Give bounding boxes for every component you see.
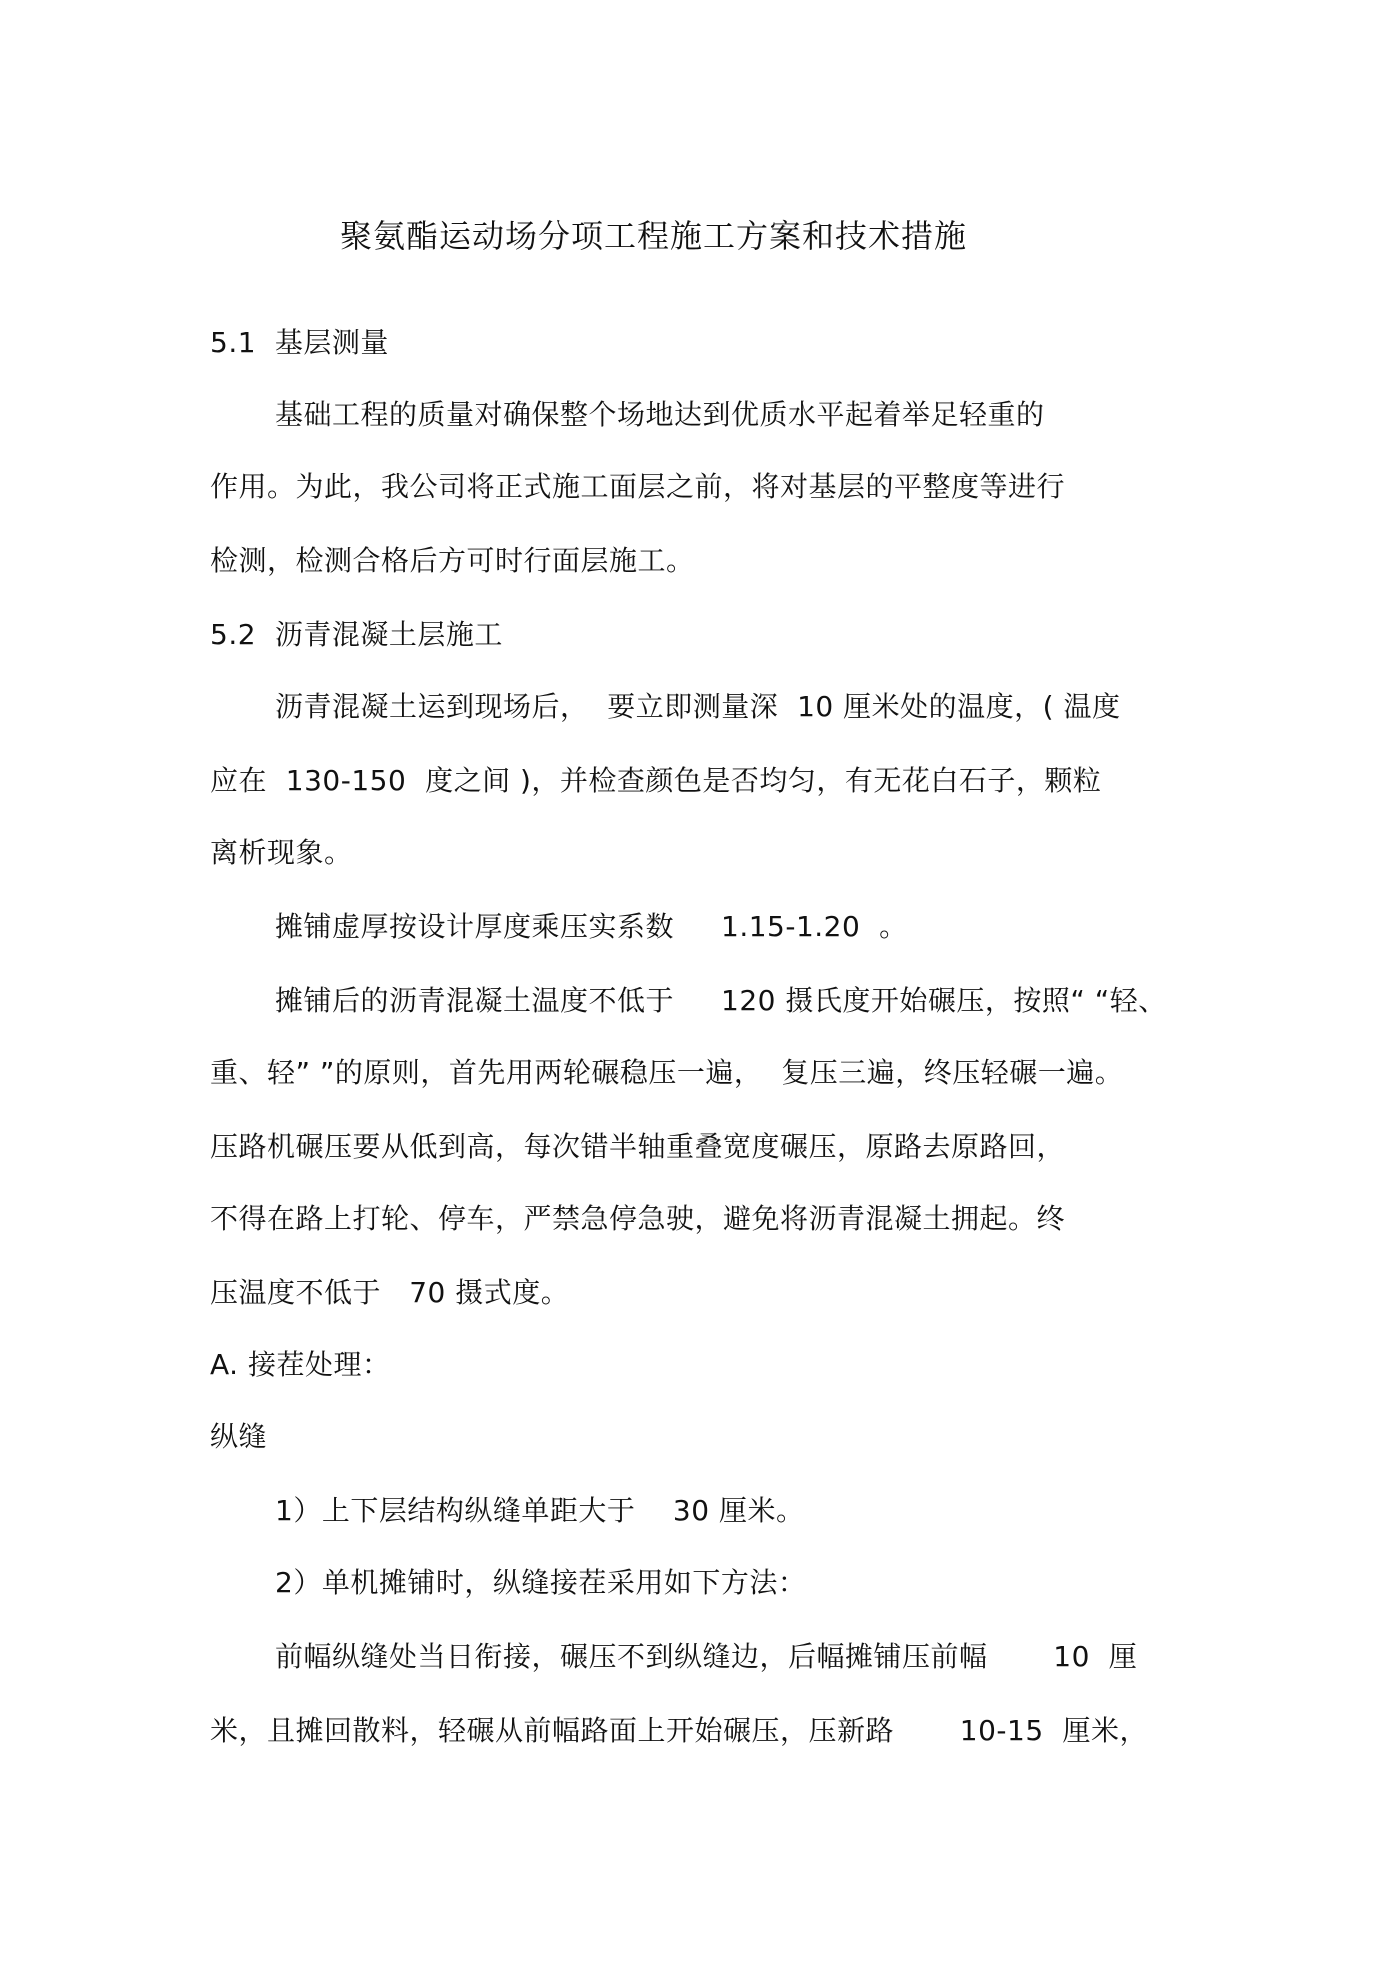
list-item: 1）上下层结构纵缝单距大于 30 厘米。 bbox=[275, 1494, 805, 1527]
paragraph-line: 检测，检测合格后方可时行面层施工。 bbox=[210, 544, 695, 577]
paragraph-line: 摊铺虚厚按设计厚度乘压实系数 1.15-1.20 。 bbox=[275, 910, 908, 943]
paragraph-line: 压温度不低于 70 摄式度。 bbox=[210, 1276, 570, 1309]
subheading-joint-treatment: A. 接茬处理： bbox=[210, 1348, 391, 1381]
paragraph-line: 压路机碾压要从低到高，每次错半轴重叠宽度碾压，原路去原路回， bbox=[210, 1130, 1066, 1163]
paragraph-line: 基础工程的质量对确保整个场地达到优质水平起着举足轻重的 bbox=[275, 398, 1045, 431]
paragraph-line: 前幅纵缝处当日衔接，碾压不到纵缝边，后幅摊铺压前幅 10 厘 bbox=[275, 1640, 1138, 1673]
paragraph-line: 重、轻” ”的原则，首先用两轮碾稳压一遍， 复压三遍，终压轻碾一遍。 bbox=[210, 1056, 1124, 1089]
section-heading-5-1: 5.1 基层测量 bbox=[210, 326, 389, 359]
document-title: 聚氨酯运动场分项工程施工方案和技术措施 bbox=[340, 217, 968, 255]
paragraph-line: 作用。为此，我公司将正式施工面层之前，将对基层的平整度等进行 bbox=[210, 470, 1066, 503]
paragraph-line: 应在 130-150 度之间 )，并检查颜色是否均匀，有无花白石子，颗粒 bbox=[210, 764, 1102, 797]
paragraph-line: 沥青混凝土运到现场后， 要立即测量深 10 厘米处的温度，( 温度 bbox=[275, 690, 1121, 723]
list-item: 2）单机摊铺时，纵缝接茬采用如下方法： bbox=[275, 1566, 807, 1599]
subheading-longitudinal-joint: 纵缝 bbox=[210, 1420, 268, 1453]
paragraph-line: 离析现象。 bbox=[210, 836, 353, 869]
paragraph-line: 米，且摊回散料，轻碾从前幅路面上开始碾压，压新路 10-15 厘米， bbox=[210, 1714, 1148, 1747]
paragraph-line: 不得在路上打轮、停车，严禁急停急驶，避免将沥青混凝土拥起。终 bbox=[210, 1202, 1066, 1235]
paragraph-line: 摊铺后的沥青混凝土温度不低于 120 摄氏度开始碾压，按照“ “轻、 bbox=[275, 984, 1167, 1017]
section-heading-5-2: 5.2 沥青混凝土层施工 bbox=[210, 618, 503, 651]
